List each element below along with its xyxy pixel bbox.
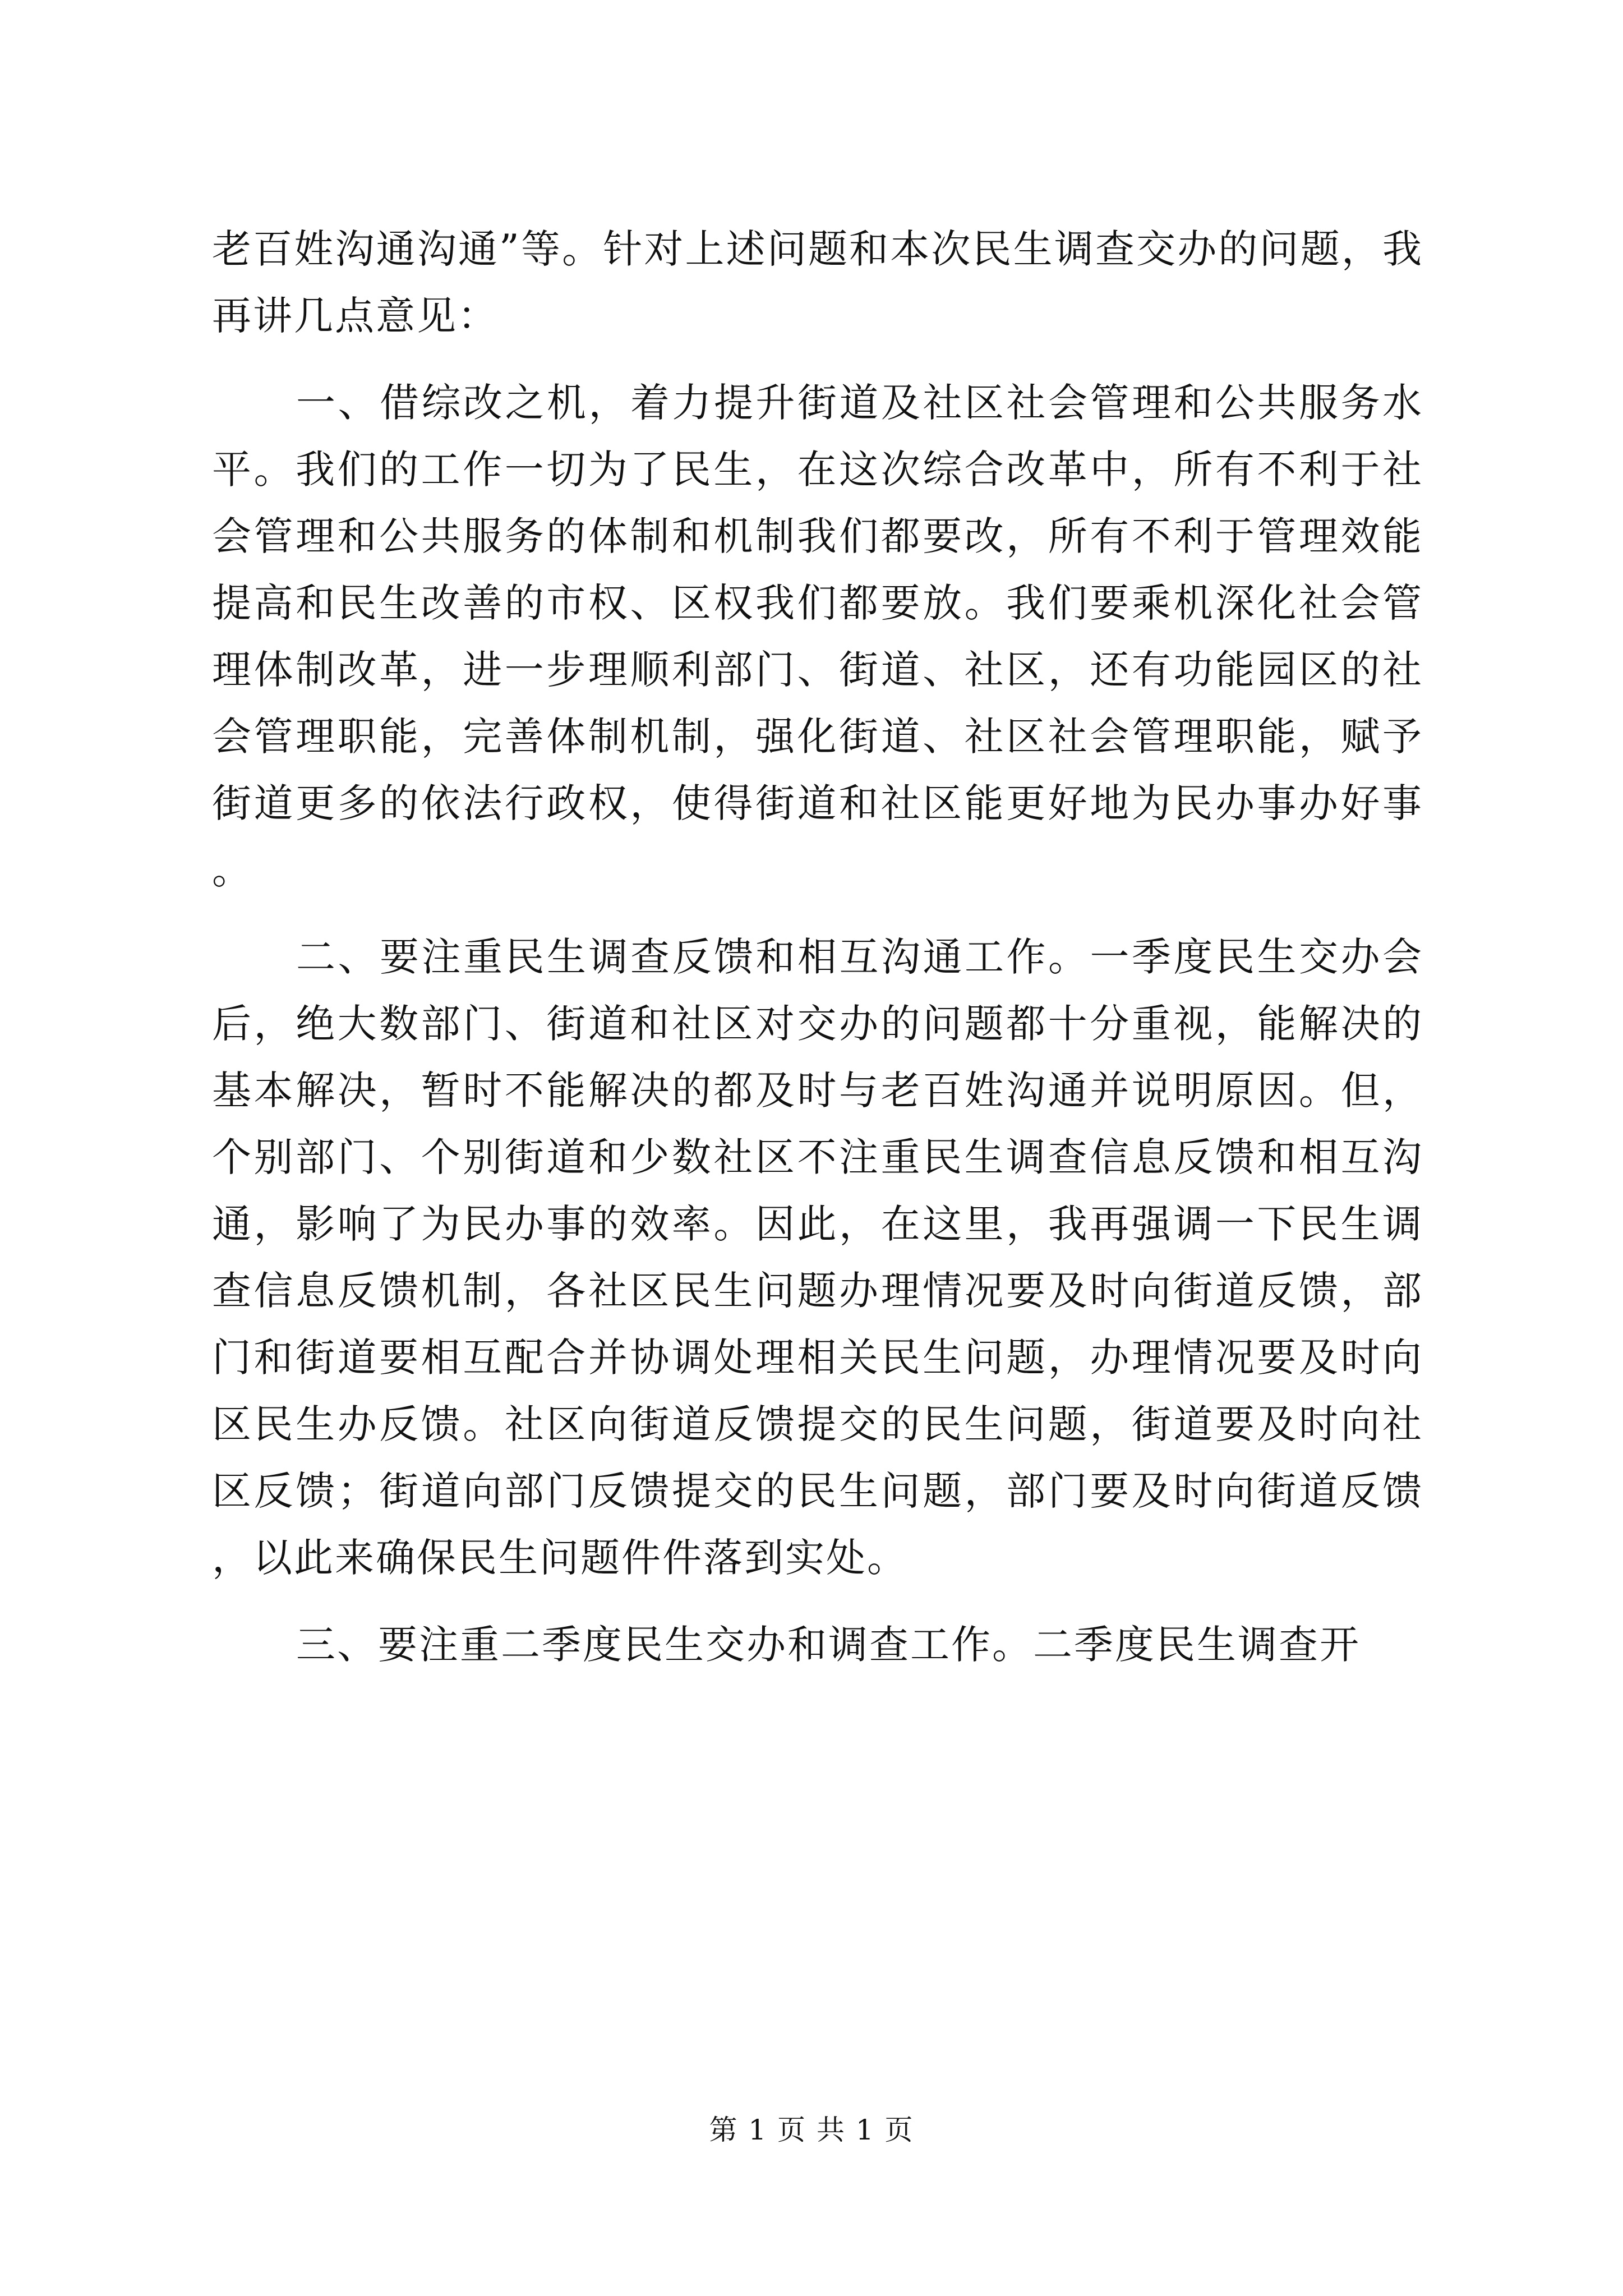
paragraph-section-one: 一、借综改之机，着力提升街道及社区社会管理和公共服务水平。我们的工作一切为了民生，在这次综合改革中，所有不利于社会管理和公共服务的体制和机制我们都要改，所有不利于管理效能提高和民生改善的市权、区权我们都要放。我们要乘机深化社会管理体制改革，进一步理顺利部门、街道、社区，还有功能园区的社会管理职能，完善体制机制，强化街道、社区社会管理职能，赋予街道更多的依法行政权，使得街道和社区能更好地为民办事办好事。: [212, 380, 1423, 893]
paragraph-section-two: 二、要注重民生调查反馈和相互沟通工作。一季度民生交办会后，绝大数部门、街道和社区对交办的问题都十分重视，能解决的基本解决，暂时不能解决的都及时与老百姓沟通并说明原因。但，个别部门、个别街道和少数社区不注重民生调查信息反馈和相互沟通，影响了为民办事的效率。因此，在这里，我再强调一下民生调查信息反馈机制，各社区民生问题办理情况要及时向街道反馈，部门和街道要相互配合并协调处理相关民生问题，办理情况要及时向区民生办反馈。社区向街道反馈提交的民生问题，街道要及时向社区反馈；街道向部门反馈提交的民生问题，部门要及时向街道反馈，以此来确保民生问题件件落到实处。: [212, 934, 1423, 1581]
paragraph-continuation: 老百姓沟通沟通”等。针对上述问题和本次民生调查交办的问题，我再讲几点意见：: [212, 226, 1423, 339]
page-footer: 第 1 页 共 1 页: [709, 2114, 914, 2146]
document-body: [212, 216, 1423, 1699]
paragraph-section-three: 三、要注重二季度民生交办和调查工作。二季度民生调查开: [296, 1622, 1361, 1668]
